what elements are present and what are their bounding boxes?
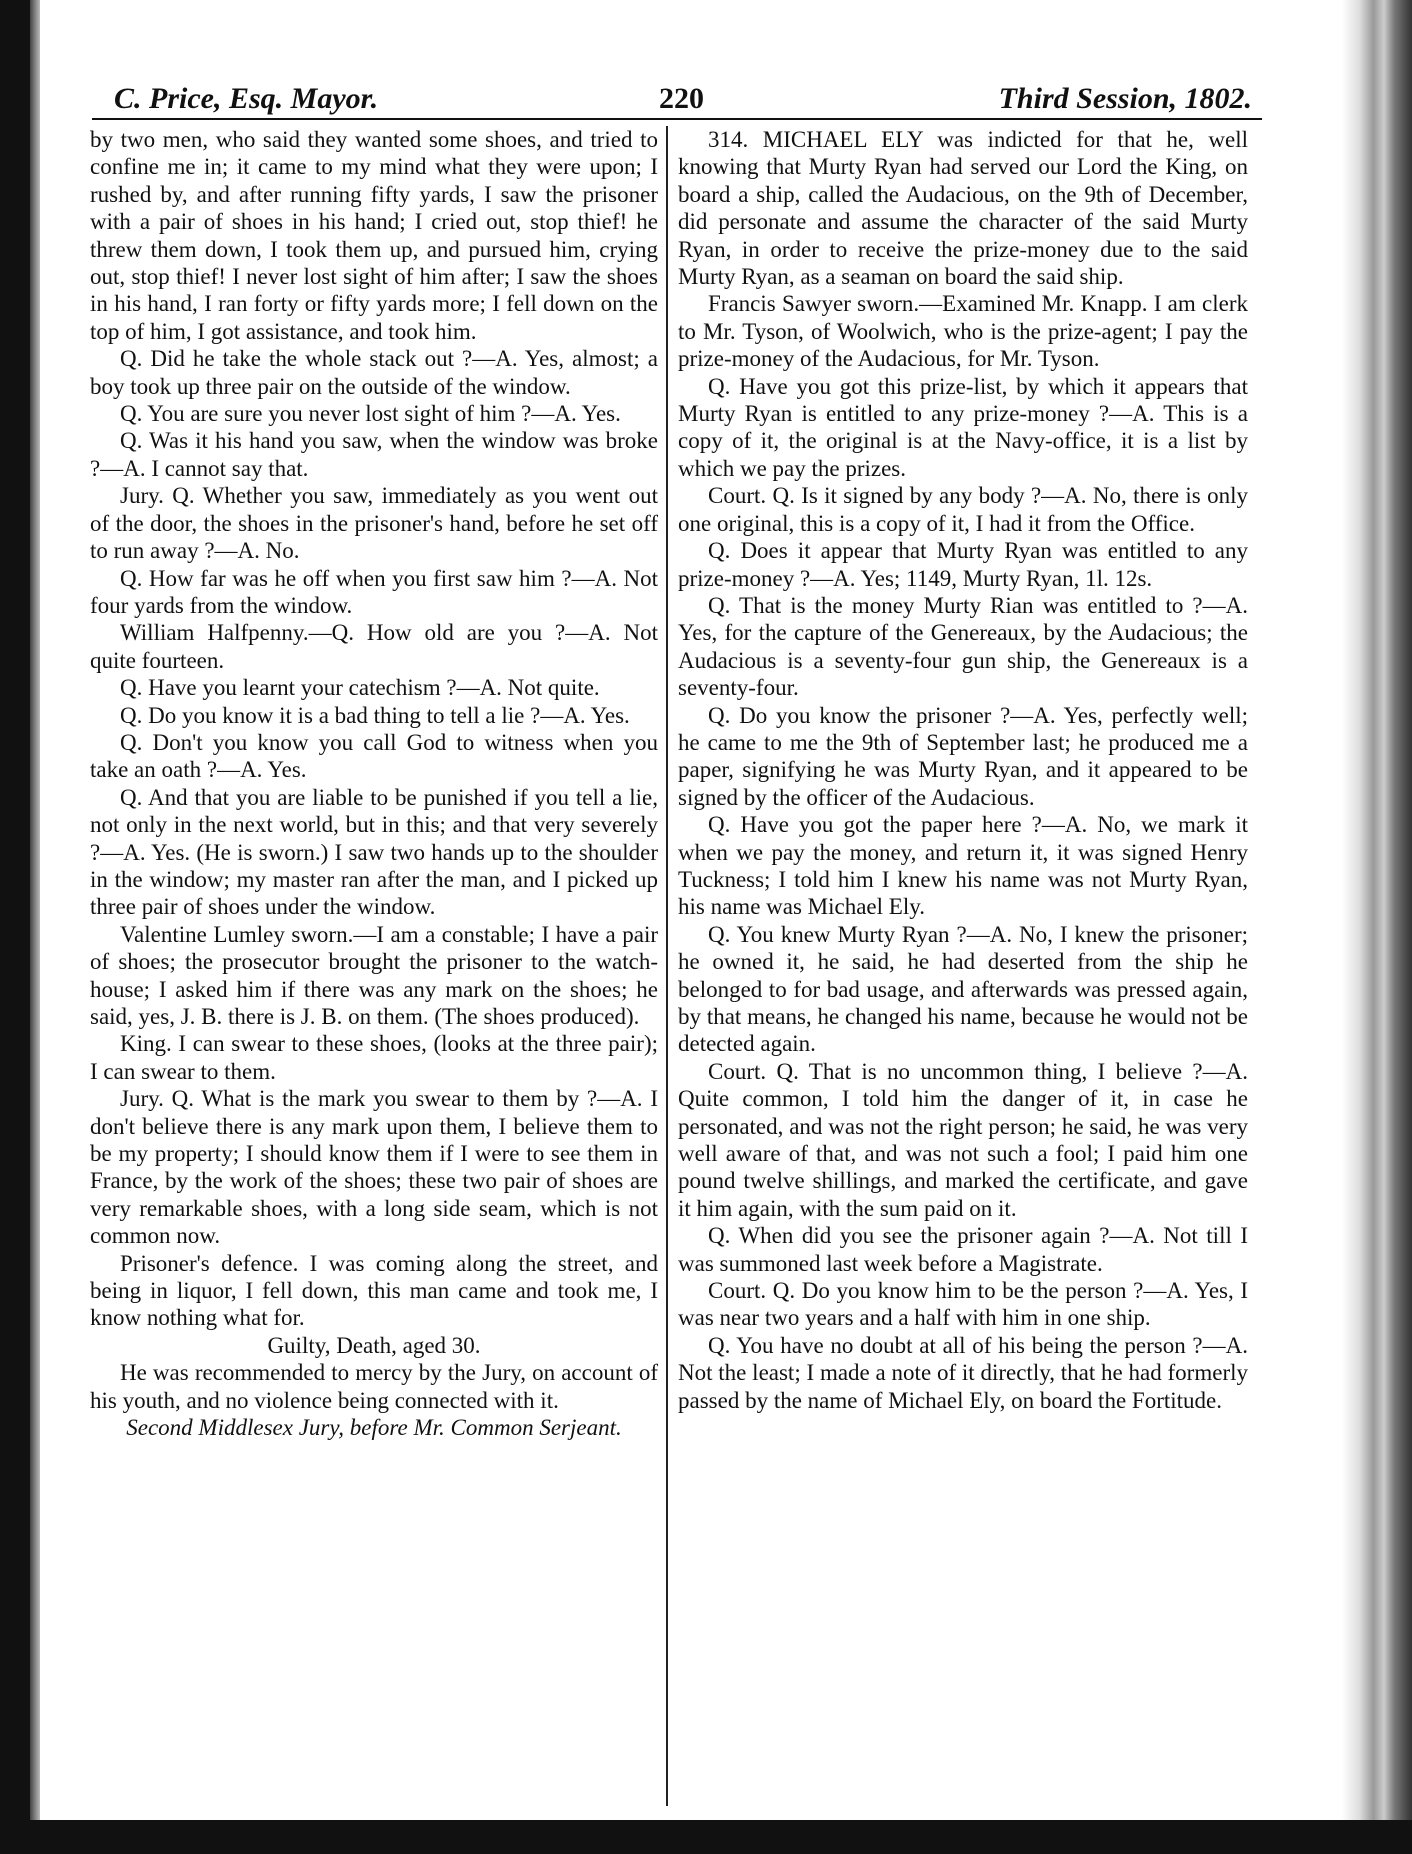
paragraph: Q. Was it his hand you saw, when the window was broke ?—A. I cannot say that. <box>90 428 658 481</box>
paragraph: Court. Q. Do you know him to be the person ?—A. Yes, I was near two years and a half with him in one ship. <box>678 1278 1248 1331</box>
paragraph: Q. Have you got this prize-list, by which it appears that Murty Ryan is entitled to any prize-money ?—A. This is a copy of it, the original is at the Navy-office, it is a list by which we pay the prizes. <box>678 373 1248 481</box>
paragraph: Q. And that you are liable to be punished if you tell a lie, not only in the next world, but in this; and that very severely ?—A. Yes. (He is sworn.) I saw two hands up to the shoulder in the window; my master ran after the man, and I picked up three pair of shoes under the window. <box>90 784 658 920</box>
left-column <box>90 126 658 1442</box>
paragraph: Court. Q. Is it signed by any body ?—A. No, there is only one original, this is a copy of it, I had it from the Office. <box>678 483 1248 536</box>
page-number: 220 <box>659 82 704 115</box>
paragraph: Q. Don't you know you call God to witness when you take an oath ?—A. Yes. <box>90 729 658 783</box>
paragraph: Francis Sawyer sworn.—Examined Mr. Knapp. I am clerk to Mr. Tyson, of Woolwich, who is the prize-agent; I pay the prize-money of the Audacious, for Mr. Tyson. <box>678 291 1248 372</box>
paragraph: King. I can swear to these shoes, (looks at the three pair); I can swear to them. <box>90 1031 658 1084</box>
right-column <box>678 126 1248 1414</box>
paragraph: Jury. Q. What is the mark you swear to them by ?—A. I don't believe there is any mark upon them, I believe them to be my property; I should know them if I were to see them in France, by the work of the shoes; these two pair of shoes are very remarkable shoes, with a long side seam, which is not common now. <box>90 1086 658 1249</box>
scan-edge-right <box>1342 0 1412 1854</box>
paragraph: Q. Did he take the whole stack out ?—A. Yes, almost; a boy took up three pair on the outside of the window. <box>90 346 658 399</box>
paragraph: Q. You are sure you never lost sight of him ?—A. Yes. <box>120 401 621 427</box>
paragraph: Q. Have you got the paper here ?—A. No, we mark it when we pay the money, and return it, it was signed Henry Tuckness; I told him I knew his name was not Murty Ryan, his name was Michael Ely. <box>678 812 1248 920</box>
text-columns <box>82 126 1262 1826</box>
paragraph: Valentine Lumley sworn.—I am a constable; I have a pair of shoes; the prosecutor brought the prisoner to the watch-house; I asked him if there was any mark on the shoes; he said, yes, J. B. there is J. B. on them. (The shoes produced). <box>90 921 658 1029</box>
running-header <box>92 82 1262 120</box>
jury-note: Second Middlesex Jury, before Mr. Common Serjeant. <box>126 1415 622 1441</box>
paragraph: William Halfpenny.—Q. How old are you ?—A. Not quite fourteen. <box>90 620 658 673</box>
paragraph: Q. Do you know it is a bad thing to tell a lie ?—A. Yes. <box>120 702 630 728</box>
paragraph: Q. That is the money Murty Rian was entitled to ?—A. Yes, for the capture of the Genereaux, by the Audacious; the Audacious is a seventy-four gun ship, the Genereaux is a seventy-four. <box>678 592 1248 701</box>
paragraph: Q. You knew Murty Ryan ?—A. No, I knew the prisoner; he owned it, he said, he had deserted from the ship he belonged to for bad usage, and afterwards was pressed again, by that means, he changed his name, because he would not be detected again. <box>678 921 1248 1057</box>
document-page <box>82 82 1262 1826</box>
paragraph: Jury. Q. Whether you saw, immediately as you went out of the door, the shoes in the prisoner's hand, before he set off to run away ?—A. No. <box>90 483 658 564</box>
scan-edge-left <box>0 0 30 1854</box>
paragraph: He was recommended to mercy by the Jury, on account of his youth, and no violence being connected with it. <box>90 1360 658 1413</box>
paragraph: Q. Do you know the prisoner ?—A. Yes, perfectly well; he came to me the 9th of September last; he produced me a paper, signifying he was Murty Ryan, and it appeared to be signed by the officer of the Audacious. <box>678 702 1248 810</box>
header-left: C. Price, Esq. Mayor. <box>114 82 379 115</box>
column-divider <box>666 126 668 1806</box>
paragraph: Court. Q. That is no uncommon thing, I believe ?—A. Quite common, I told him the danger of it, in case he personated, and was not the right person; he said, he was very well aware of that, and was not such a fool; I paid him one pound twelve shillings, and marked the certificate, and gave it him again, with the sum paid on it. <box>678 1058 1248 1221</box>
paragraph: Prisoner's defence. I was coming along the street, and being in liquor, I fell down, this man came and took me, I know nothing what for. <box>90 1250 658 1331</box>
paragraph: Q. You have no doubt at all of his being the person ?—A. Not the least; I made a note of it directly, that he had formerly passed by the name of Michael Ely, on board the Fortitude. <box>678 1332 1248 1413</box>
paragraph: Q. Does it appear that Murty Ryan was entitled to any prize-money ?—A. Yes; 1149, Murty Ryan, 1l. 12s. <box>678 538 1248 591</box>
paragraph: Q. When did you see the prisoner again ?—A. Not till I was summoned last week before a Magistrate. <box>678 1223 1248 1276</box>
paragraph: Q. Have you learnt your catechism ?—A. Not quite. <box>120 675 600 701</box>
paragraph: Q. How far was he off when you first saw him ?—A. Not four yards from the window. <box>90 565 658 618</box>
scan-edge-left-shade <box>30 0 40 1854</box>
paragraph: by two men, who said they wanted some shoes, and tried to confine me in; it came to my mind what they were upon; I rushed by, and after running fifty yards, I saw the prisoner with a pair of shoes in his hand; I cried out, stop thief! he threw them down, I took them up, and pursued him, crying out, stop thief! I never lost sight of him after; I saw the shoes in his hand, I ran forty or fifty yards more; I fell down on the top of him, I got assistance, and took him. <box>90 127 658 344</box>
paragraph: 314. MICHAEL ELY was indicted for that he, well knowing that Murty Ryan had served our Lord the King, on board a ship, called the Audacious, on the 9th of December, did personate and assume the character of the said Murty Ryan, in order to receive the prize-money due to the said Murty Ryan, as a seaman on board the said ship. <box>678 127 1248 290</box>
verdict: Guilty, Death, aged 30. <box>267 1332 481 1358</box>
header-right: Third Session, 1802. <box>998 82 1252 115</box>
